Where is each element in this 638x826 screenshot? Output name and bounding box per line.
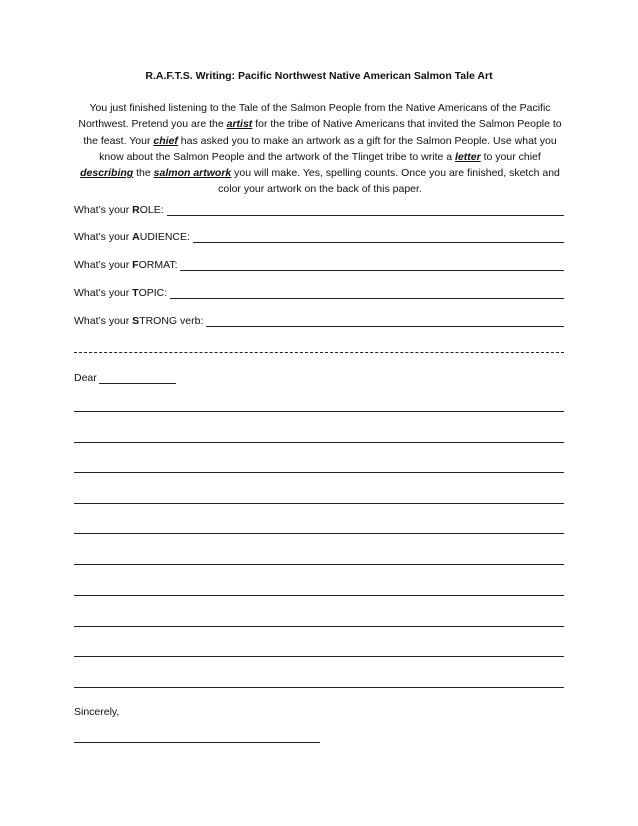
writing-line[interactable] (74, 595, 564, 596)
intro-text-5: the (133, 167, 154, 180)
audience-answer-line[interactable] (193, 231, 564, 243)
intro-text-3: has asked you to make an artwork as a gift for the Salmon People. Use what you know about the Salmon People and the artwork of the Tlinget tribe to write a (99, 134, 557, 163)
dear-label: Dear (74, 372, 97, 384)
closing-text: Sincerely, (74, 706, 120, 718)
writing-line[interactable] (74, 411, 564, 412)
intro-text-2: for the tribe of Native Americans that invited the Salmon People to the feast. Your (83, 118, 562, 147)
dashed-divider (74, 352, 564, 354)
intro-text-1: You just finished listening to the Tale of the Salmon People from the Native Americans of the Pacific Northwest. Pretend you are the (78, 102, 551, 131)
worksheet-title: R.A.F.T.S. Writing: Pacific Northwest Native American Salmon Tale Art (145, 70, 493, 82)
topic-field[interactable] (74, 285, 564, 299)
topic-label: What’s your TOPIC: (74, 287, 168, 299)
intro-text-4: to your chief (480, 150, 541, 163)
describing-emphasis: describing (80, 167, 134, 180)
topic-answer-line[interactable] (170, 287, 564, 299)
role-field[interactable] (74, 202, 564, 216)
role-label: What’s your ROLE: (74, 204, 164, 216)
artist-emphasis: artist (226, 118, 253, 131)
audience-field[interactable] (74, 229, 564, 243)
writing-line[interactable] (74, 564, 564, 565)
audience-label: What’s your AUDIENCE: (74, 231, 190, 243)
role-answer-line[interactable] (167, 204, 564, 216)
salutation[interactable] (74, 372, 176, 384)
salmon-artwork-emphasis: salmon artwork (153, 167, 232, 180)
format-answer-line[interactable] (180, 259, 564, 271)
writing-line[interactable] (74, 533, 564, 534)
writing-line[interactable] (74, 687, 564, 688)
signature-line[interactable] (74, 742, 320, 743)
writing-line[interactable] (74, 472, 564, 473)
chief-emphasis: chief (153, 134, 178, 147)
format-label: What’s your FORMAT: (74, 259, 178, 271)
strong-verb-label: What’s your STRONG verb: (74, 315, 204, 327)
letter-emphasis: letter (455, 150, 481, 163)
strong-verb-field[interactable] (74, 313, 564, 327)
instructions-paragraph (74, 100, 566, 198)
writing-line[interactable] (74, 503, 564, 504)
strong-verb-answer-line[interactable] (206, 315, 564, 327)
writing-line[interactable] (74, 626, 564, 627)
format-field[interactable] (74, 257, 564, 271)
salutation-name-line[interactable] (99, 372, 176, 384)
writing-line[interactable] (74, 442, 564, 443)
intro-text-6: you will make. Yes, spelling counts. Once you are finished, sketch and color your artwork on the back of this paper. (218, 167, 560, 196)
writing-line[interactable] (74, 656, 564, 657)
